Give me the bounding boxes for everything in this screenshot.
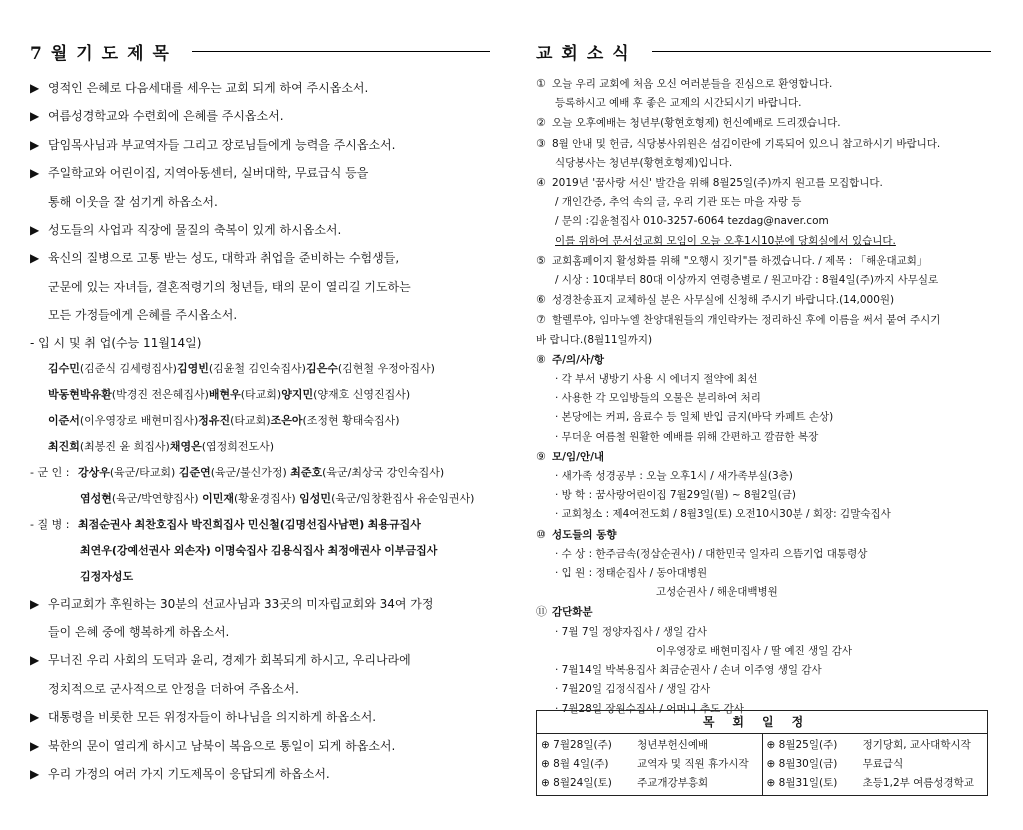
group-line <box>30 564 490 590</box>
notice-number: ③ <box>536 136 546 150</box>
person-name <box>78 466 175 479</box>
relation: (이우영장로 배현미집사) <box>79 413 199 427</box>
prayer-item <box>30 703 490 731</box>
exam-line <box>30 382 490 408</box>
person-name <box>48 382 80 408</box>
exam-label: - 입 시 및 취 업 <box>30 335 112 350</box>
notice-row <box>536 173 991 193</box>
exam-note: (수능 11월14일) <box>111 335 202 350</box>
notice-row <box>536 331 991 350</box>
notice-text: 성경찬송표지 교체하실 분은 사무실에 신청해 주시기 바랍니다.(14,000원) <box>552 294 895 307</box>
prayer-line: 통해 이웃을 잘 섬기게 하옵소서. <box>48 194 218 209</box>
schedule-title: 목회일정 <box>537 711 987 734</box>
exam-section <box>30 330 490 460</box>
group-label: - 질 병 : <box>30 517 70 531</box>
notice-row <box>536 564 991 583</box>
notice-text: 할렐루야, 임마누엘 찬양대원들의 개인락카는 정리하신 후에 이름을 써서 붙여 주시기 <box>552 314 941 327</box>
group-names <box>78 512 421 538</box>
name: 이명숙집사 <box>214 543 268 557</box>
relation: (타교회) <box>230 413 271 427</box>
person-name <box>299 492 474 505</box>
prayer-item <box>30 159 490 216</box>
notice-row <box>536 525 991 545</box>
notice-text: · 입 원 : 정태순집사 / 동아대병원 <box>555 567 708 580</box>
person-name <box>48 408 198 434</box>
schedule-right-col <box>762 734 988 795</box>
schedule-bullet-icon: ⊕ <box>541 739 554 751</box>
name: 양지민 <box>281 387 314 401</box>
prayer-header <box>30 36 490 66</box>
schedule-event: 교역자 및 직원 휴가시작 <box>637 758 749 770</box>
bullet-triangle-icon: ▶ <box>30 109 40 124</box>
prayer-line: 대통령을 비롯한 모든 위정자들이 하나님을 의지하게 하옵소서. <box>48 710 377 725</box>
prayer-text <box>48 760 490 788</box>
group-label <box>30 538 78 564</box>
person-name <box>48 434 170 460</box>
notice-row <box>536 134 991 154</box>
bullet-triangle-icon: ▶ <box>30 596 40 611</box>
notice-row <box>536 193 991 212</box>
person-name <box>209 382 281 408</box>
notice-row <box>536 583 991 602</box>
group-line <box>30 512 490 538</box>
group-names <box>78 460 444 486</box>
name: 김용식집사 <box>270 543 325 557</box>
prayer-item <box>30 102 490 130</box>
group-line <box>30 486 490 512</box>
name: 김정자성도 <box>80 569 134 583</box>
name: 강상우 <box>78 465 110 479</box>
name: 김준연 <box>178 465 211 479</box>
schedule-bullet-icon: ⊕ <box>541 758 554 770</box>
army-section <box>30 460 490 512</box>
prayer-line: 군문에 있는 자녀들, 결혼적령기의 청년들, 태의 문이 열리길 기도하는 <box>48 279 411 294</box>
notice-row <box>536 370 991 389</box>
notice-list <box>536 74 991 719</box>
prayer-text <box>48 102 490 130</box>
relation: (조정현 황태숙집사) <box>302 413 400 427</box>
group-names <box>78 564 133 590</box>
schedule-event: 주교개강부흥회 <box>637 777 709 789</box>
name: 민신철(김명선집사남편) <box>247 517 365 531</box>
notice-row <box>536 94 991 113</box>
prayer-text <box>48 74 490 102</box>
notice-row <box>536 505 991 524</box>
name: 이민재 <box>202 491 234 505</box>
prayer-line: 육신의 질병으로 고통 받는 성도, 대학과 취업을 준비하는 수험생들, <box>48 251 400 266</box>
name: 김영빈 <box>176 361 209 375</box>
notice-number: ⑪ <box>536 605 547 619</box>
schedule-event: 정기당회, 교사대학시작 <box>862 739 971 751</box>
name: 채영은 <box>169 439 202 453</box>
notice-row <box>536 271 991 290</box>
notice-row <box>536 212 991 231</box>
name: 최용규집사 <box>367 517 421 531</box>
notice-text: · 본당에는 커피, 음료수 등 일체 반입 금지(바닥 카페트 손상) <box>555 411 834 424</box>
notice-text: 2019년 '꿈사랑 서신' 발간을 위해 8월25일(주)까지 원고를 모집합니다. <box>552 177 883 190</box>
notice-text: 등록하시고 예배 후 좋은 교제의 시간되시기 바랍니다. <box>555 97 802 110</box>
schedule-event: 청년부헌신예배 <box>637 739 709 751</box>
prayer-line: 주일학교와 어린이집, 지역아동센터, 실버대학, 무료급식 등을 <box>48 166 369 181</box>
prayer-line: 우리 가정의 여러 가지 기도제목이 응답되게 하옵소서. <box>48 767 330 782</box>
notice-text: 이를 위하여 문서선교회 모임이 오늘 오후1시10분에 당회실에서 있습니다. <box>555 234 896 247</box>
schedule-date: 8월25일(주) <box>778 739 838 751</box>
name: 김수민 <box>48 361 80 375</box>
person-name <box>290 466 444 479</box>
schedule-event: 무료급식 <box>862 758 904 770</box>
notice-number: ② <box>536 116 546 130</box>
notice-number: ⑦ <box>536 313 546 327</box>
notice-text: · 7월 7일 정양자집사 / 생일 감사 <box>555 625 707 638</box>
news-column <box>536 36 991 719</box>
notice-row <box>536 290 991 310</box>
prayer-text <box>48 216 490 244</box>
notice-number: ⑨ <box>536 449 546 463</box>
schedule-row <box>767 755 984 774</box>
name: 배현우 <box>208 387 241 401</box>
name: 최준호 <box>290 465 323 479</box>
person-name <box>198 408 270 434</box>
person-name <box>306 356 435 382</box>
prayer-text <box>48 244 490 329</box>
notice-row <box>536 642 991 661</box>
relation: (김현철 우정아집사) <box>337 361 435 375</box>
prayer-item <box>30 244 490 329</box>
name: 이준서 <box>48 413 80 427</box>
schedule-bullet-icon: ⊕ <box>541 777 554 789</box>
notice-row <box>536 389 991 408</box>
schedule-bullet-icon: ⊕ <box>766 777 779 789</box>
bullet-triangle-icon: ▶ <box>30 653 40 668</box>
prayer-column <box>30 36 490 789</box>
name: 염성현 <box>80 491 112 505</box>
notice-row <box>536 428 991 447</box>
news-header <box>536 36 991 66</box>
prayer-item <box>30 732 490 760</box>
prayer-list-2 <box>30 590 490 789</box>
schedule-row <box>767 774 984 793</box>
prayer-text <box>48 590 490 647</box>
name: 최연우(강예선권사 외손자) <box>80 543 211 557</box>
prayer-line: 정치적으로 군사적으로 안정을 더하여 주옵소서. <box>48 681 299 696</box>
notice-row <box>536 447 991 467</box>
person-name <box>271 408 400 434</box>
relation: (양재호 신영진집사) <box>313 387 411 401</box>
relation: (육군/박연향집사) <box>111 491 199 505</box>
prayer-line: 성도들의 사업과 직장에 물질의 축복이 있게 하시옵소서. <box>48 223 342 238</box>
person-name <box>281 382 410 408</box>
notice-row <box>536 113 991 133</box>
schedule-date: 8월31일(토) <box>778 777 838 789</box>
schedule-left-col <box>537 734 762 795</box>
schedule-bullet-icon: ⊕ <box>766 758 779 770</box>
notice-row <box>536 154 991 173</box>
prayer-text <box>48 131 490 159</box>
group-names <box>78 538 437 564</box>
schedule-box <box>536 710 988 796</box>
name: 박동현 <box>48 387 80 401</box>
prayer-item <box>30 131 490 159</box>
prayer-line: 북한의 문이 열리게 하시고 남북이 복음으로 통일이 되게 하옵소서. <box>48 738 396 753</box>
prayer-line: 모든 가정들에게 은혜를 주시옵소서. <box>48 308 238 323</box>
prayer-list <box>30 74 490 330</box>
notice-text: 이우영장로 배현미집사 / 딸 예진 생일 감사 <box>656 644 852 657</box>
bullet-triangle-icon: ▶ <box>30 137 40 152</box>
prayer-line: 여름성경학교와 수련회에 은혜를 주시옵소서. <box>48 109 284 124</box>
prayer-line: 우리교회가 후원하는 30분의 선교사님과 33곳의 미자립교회와 34여 가정 <box>48 596 434 611</box>
prayer-item <box>30 646 490 703</box>
notice-text: 감단화분 <box>552 606 593 619</box>
notice-text: / 개인간증, 추억 속의 글, 우리 기관 또는 마을 자랑 등 <box>555 196 802 209</box>
person-name <box>80 382 209 408</box>
title-rule <box>192 51 490 52</box>
relation: (육군/임창환집사 유순임권사) <box>331 491 475 505</box>
notice-text: / 시상 : 10대부터 80대 이상까지 연령층별로 / 원고마감 : 8월4일(주)까지 사무실로 <box>555 274 939 287</box>
name: 이부금집사 <box>384 543 438 557</box>
title-rule <box>652 51 991 52</box>
notice-text: 모/임/안/내 <box>552 450 605 463</box>
bullet-triangle-icon: ▶ <box>30 251 40 266</box>
notice-text: · 7월28일 장원수집사 / 어머니 추도 감사 <box>555 702 744 715</box>
group-names <box>78 486 474 512</box>
notice-row <box>536 232 991 251</box>
name: 김은수 <box>305 361 338 375</box>
notice-number: ④ <box>536 176 546 190</box>
relation: (황윤경집사) <box>233 491 296 505</box>
notice-number: ⑩ <box>536 527 546 541</box>
group-label: - 군 인 : <box>30 465 70 479</box>
notice-text: · 각 부서 냉방기 사용 시 에너지 절약에 최선 <box>555 373 758 386</box>
prayer-text <box>48 703 490 731</box>
name: 조은아 <box>270 413 303 427</box>
notice-text: · 7월20일 김정식집사 / 생일 감사 <box>555 683 711 696</box>
group-label <box>30 564 78 590</box>
name: 정유진 <box>198 413 231 427</box>
person-name <box>179 466 287 479</box>
notice-text: 오늘 우리 교회에 처음 오신 여러분들을 진심으로 환영합니다. <box>552 78 833 90</box>
notice-row <box>536 661 991 680</box>
group-label <box>30 486 78 512</box>
name: 임성민 <box>299 491 332 505</box>
bullet-triangle-icon: ▶ <box>30 738 40 753</box>
prayer-text <box>48 646 490 703</box>
notice-text: · 교회청소 : 제4여전도회 / 8월3일(토) 오전10시30분 / 회장: 김말숙집사 <box>555 508 891 521</box>
bullet-triangle-icon: ▶ <box>30 767 40 782</box>
relation: (엽정희전도사) <box>201 439 275 453</box>
notice-text: · 새가족 성경공부 : 오늘 오후1시 / 새가족부실(3층) <box>555 470 793 483</box>
schedule-row <box>767 736 984 755</box>
prayer-text <box>48 732 490 760</box>
exam-line <box>30 408 490 434</box>
person-name <box>202 492 296 505</box>
notice-text: / 문의 :김윤철집사 010-3257-6064 tezdag@naver.com <box>555 215 829 228</box>
name: 최정애권사 <box>327 543 381 557</box>
relation: (김윤철 김인숙집사) <box>208 361 306 375</box>
bullet-triangle-icon: ▶ <box>30 223 40 238</box>
prayer-item <box>30 590 490 647</box>
name: 최찬호집사 <box>134 517 188 531</box>
person-name <box>170 434 274 460</box>
person-name <box>80 492 199 505</box>
schedule-date: 8월24일(토) <box>553 777 612 789</box>
bullet-triangle-icon: ▶ <box>30 710 40 725</box>
schedule-date: 8월30일(금) <box>778 758 838 770</box>
notice-text: · 무더운 여름철 원활한 예배를 위해 간편하고 깔끔한 복장 <box>555 430 819 443</box>
sick-section <box>30 512 490 590</box>
notice-row <box>536 310 991 330</box>
notice-row <box>536 545 991 564</box>
schedule-event: 초등1,2부 여름성경학교 <box>862 777 974 789</box>
notice-text: 주/의/사/항 <box>552 353 605 366</box>
relation: (최봉진 윤 희집사) <box>79 439 170 453</box>
notice-text: · 방 학 : 꿈사랑어린이집 7월29일(월) ~ 8월2일(금) <box>555 489 796 502</box>
notice-row <box>536 74 991 94</box>
notice-row <box>536 350 991 370</box>
bullet-triangle-icon: ▶ <box>30 81 40 95</box>
notice-text: 식당봉사는 청년부(황현호형제)입니다. <box>555 156 733 169</box>
name: 박진희집사 <box>191 517 245 531</box>
relation: (김준식 김세령집사) <box>79 361 177 375</box>
notice-row <box>536 602 991 622</box>
notice-text: · 7월14일 박복용집사 최금순권사 / 손녀 이주영 생일 감사 <box>555 664 822 677</box>
notice-text: 오늘 오후예배는 청년부(황현호형제) 헌신예배로 드리겠습니다. <box>552 117 841 130</box>
relation: (육군/타교회) <box>109 465 176 479</box>
prayer-item <box>30 74 490 102</box>
relation: (육군/최상국 강인숙집사) <box>322 465 445 479</box>
exam-line <box>30 434 490 460</box>
prayer-title: 7월기도제목 <box>30 43 178 64</box>
notice-text: · 수 상 : 한주금속(정삼순권사) / 대한민국 일자리 으뜸기업 대통령상 <box>555 547 868 560</box>
notice-row <box>536 408 991 427</box>
notice-text: · 사용한 각 모임방들의 오물은 분리하여 처리 <box>555 392 761 405</box>
prayer-line: 무너진 우리 사회의 도덕과 윤리, 경제가 회복되게 하시고, 우리나라에 <box>48 653 411 668</box>
notice-row <box>536 251 991 271</box>
group-line <box>30 538 490 564</box>
relation: (타교회) <box>240 387 282 401</box>
exam-line <box>30 356 490 382</box>
relation: (육군/불신가정) <box>210 465 287 479</box>
name: 박유환 <box>79 387 112 401</box>
prayer-line: 들이 은혜 중에 행복하게 하옵소서. <box>48 625 230 640</box>
notice-row <box>536 623 991 642</box>
schedule-date: 8월 4일(주) <box>553 758 609 770</box>
notice-row <box>536 486 991 505</box>
prayer-line: 영적인 은혜로 다음세대를 세우는 교회 되게 하여 주시옵소서. <box>48 81 369 95</box>
notice-row <box>536 467 991 486</box>
name: 최진희 <box>48 439 80 453</box>
notice-text: 성도들의 동향 <box>552 528 617 541</box>
prayer-text <box>48 159 490 216</box>
relation: (박경진 전은혜집사) <box>111 387 209 401</box>
prayer-line: 담임목사님과 부교역자들 그리고 장로님들에게 능력을 주시옵소서. <box>48 137 396 152</box>
prayer-item <box>30 216 490 244</box>
notice-text: 고성순권사 / 해운대백병원 <box>656 586 778 599</box>
notice-number: ⑥ <box>536 293 546 307</box>
schedule-row <box>541 774 758 793</box>
person-name <box>48 356 177 382</box>
notice-number: ⑤ <box>536 253 546 267</box>
news-title: 교회소식 <box>536 43 638 64</box>
notice-row <box>536 680 991 699</box>
bullet-triangle-icon: ▶ <box>30 166 40 181</box>
person-name <box>177 356 306 382</box>
schedule-row <box>541 736 758 755</box>
schedule-bullet-icon: ⊕ <box>766 739 779 751</box>
notice-text: 바 랍니다.(8월11일까지) <box>536 333 653 346</box>
notice-text: 8월 안내 및 헌금, 식당봉사위원은 섬김이란에 기록되어 있으니 참고하시기 바랍니다. <box>552 137 941 150</box>
notice-text: 교회홈페이지 활성화를 위해 "오행시 짓기"를 하겠습니다. / 제목 : 「해운대교회」 <box>552 254 928 267</box>
notice-number: ⑧ <box>536 352 546 366</box>
name: 최점순권사 <box>78 517 132 531</box>
exam-head <box>30 330 490 356</box>
prayer-item <box>30 760 490 788</box>
schedule-row <box>541 755 758 774</box>
notice-number: ① <box>536 77 546 90</box>
schedule-date: 7월28일(주) <box>553 739 612 751</box>
group-line <box>30 460 490 486</box>
